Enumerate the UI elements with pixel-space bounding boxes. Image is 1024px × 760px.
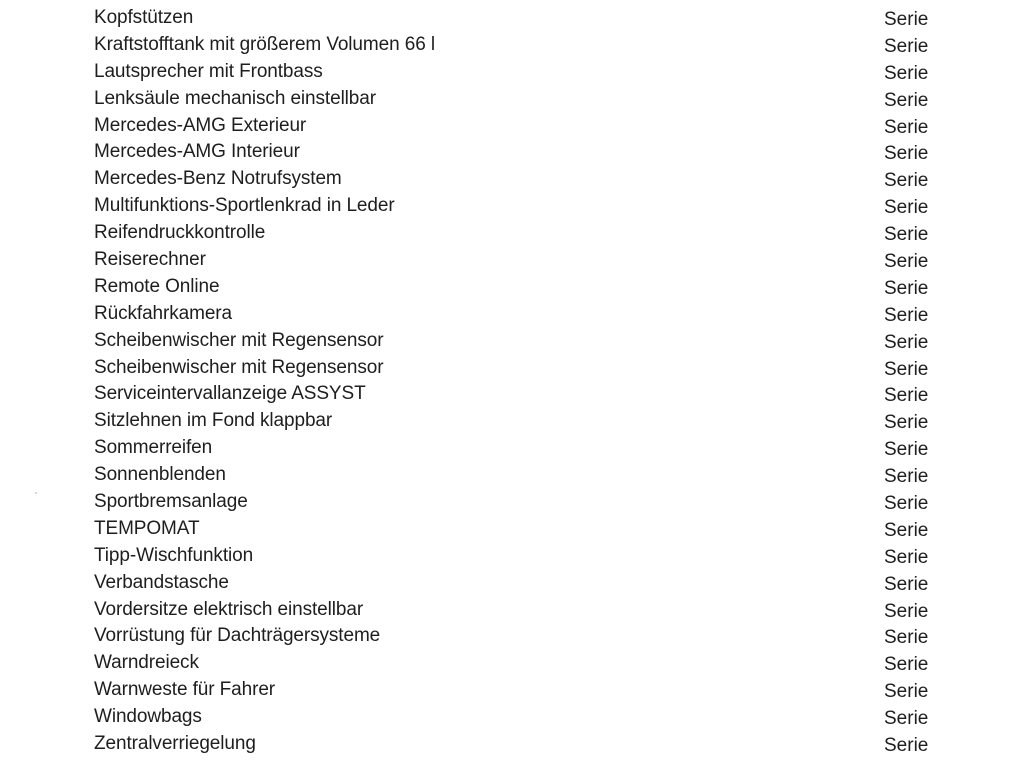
equipment-name: Reifendruckkontrolle <box>94 222 266 244</box>
equipment-row <box>0 139 1024 166</box>
equipment-row <box>0 59 1024 86</box>
equipment-row <box>0 86 1024 113</box>
equipment-row <box>0 193 1024 220</box>
equipment-list <box>0 5 1024 758</box>
equipment-name: TEMPOMAT <box>94 517 200 539</box>
equipment-row <box>0 435 1024 462</box>
equipment-status: Serie <box>884 654 929 676</box>
equipment-status: Serie <box>884 358 929 380</box>
equipment-row <box>0 381 1024 408</box>
equipment-name: Lautsprecher mit Frontbass <box>94 60 323 82</box>
equipment-name: Scheibenwischer mit Regensensor <box>94 356 384 378</box>
equipment-row <box>0 462 1024 489</box>
equipment-status: Serie <box>884 385 929 407</box>
equipment-name: Kopfstützen <box>94 7 194 28</box>
equipment-status: Serie <box>884 681 929 703</box>
equipment-name: Warndreieck <box>94 652 199 674</box>
equipment-status: Serie <box>884 519 929 541</box>
equipment-status: Serie <box>884 331 929 353</box>
equipment-name: Lenksäule mechanisch einstellbar <box>94 87 376 109</box>
equipment-name: Sonnenblenden <box>94 464 226 486</box>
equipment-row <box>0 301 1024 328</box>
equipment-name: Verbandstasche <box>94 571 229 593</box>
equipment-name: Vorrüstung für Dachträgersysteme <box>94 625 381 647</box>
equipment-row <box>0 677 1024 704</box>
equipment-name: Tipp-Wischfunktion <box>94 544 254 566</box>
equipment-row <box>0 5 1024 32</box>
equipment-status: Serie <box>884 735 929 757</box>
equipment-status: Serie <box>884 546 929 568</box>
equipment-name: Windowbags <box>94 706 202 728</box>
equipment-status: Serie <box>884 116 929 138</box>
equipment-status: Serie <box>884 62 929 84</box>
equipment-row <box>0 623 1024 650</box>
equipment-row <box>0 166 1024 193</box>
equipment-status: Serie <box>884 277 929 299</box>
equipment-row <box>0 113 1024 140</box>
equipment-name: Remote Online <box>94 275 220 297</box>
equipment-row <box>0 570 1024 597</box>
equipment-status: Serie <box>884 143 929 165</box>
equipment-status: Serie <box>884 439 929 461</box>
equipment-status: Serie <box>884 89 929 111</box>
equipment-name: Serviceintervallanzeige ASSYST <box>94 383 366 405</box>
equipment-name: Mercedes-AMG Interieur <box>94 141 300 163</box>
equipment-row <box>0 328 1024 355</box>
equipment-name: Vordersitze elektrisch einstellbar <box>94 598 364 620</box>
equipment-row <box>0 597 1024 624</box>
equipment-name: Sommerreifen <box>94 437 213 459</box>
equipment-name: Reiserechner <box>94 249 206 271</box>
equipment-name: Warnweste für Fahrer <box>94 679 276 701</box>
equipment-status: Serie <box>884 304 929 326</box>
equipment-name: Multifunktions-Sportlenkrad in Leder <box>94 195 395 217</box>
equipment-status: Serie <box>884 412 929 434</box>
equipment-row <box>0 274 1024 301</box>
equipment-name: Zentralverriegelung <box>94 733 256 755</box>
equipment-row <box>0 516 1024 543</box>
equipment-name: Sportbremsanlage <box>94 491 248 513</box>
equipment-status: Serie <box>884 466 929 488</box>
equipment-status: Serie <box>884 197 929 219</box>
equipment-name: Scheibenwischer mit Regensensor <box>94 329 384 351</box>
equipment-status: Serie <box>884 600 929 622</box>
equipment-status: Serie <box>884 573 929 595</box>
equipment-status: Serie <box>884 224 929 246</box>
equipment-row <box>0 650 1024 677</box>
equipment-status: Serie <box>884 9 929 30</box>
equipment-status: Serie <box>884 627 929 649</box>
equipment-row <box>0 32 1024 59</box>
equipment-name: Kraftstofftank mit größerem Volumen 66 l <box>94 33 435 55</box>
equipment-name: Sitzlehnen im Fond klappbar <box>94 410 333 432</box>
equipment-row <box>0 543 1024 570</box>
equipment-status: Serie <box>884 170 929 192</box>
equipment-row <box>0 247 1024 274</box>
equipment-name: Rückfahrkamera <box>94 302 232 324</box>
equipment-status: Serie <box>884 708 929 730</box>
equipment-row <box>0 355 1024 382</box>
equipment-name: Mercedes-Benz Notrufsystem <box>94 168 342 190</box>
equipment-status: Serie <box>884 493 929 515</box>
equipment-row <box>0 220 1024 247</box>
equipment-row <box>0 731 1024 758</box>
equipment-status: Serie <box>884 35 929 57</box>
equipment-row <box>0 704 1024 731</box>
equipment-status: Serie <box>884 251 929 273</box>
equipment-row <box>0 489 1024 516</box>
equipment-name: Mercedes-AMG Exterieur <box>94 114 307 136</box>
equipment-row <box>0 408 1024 435</box>
